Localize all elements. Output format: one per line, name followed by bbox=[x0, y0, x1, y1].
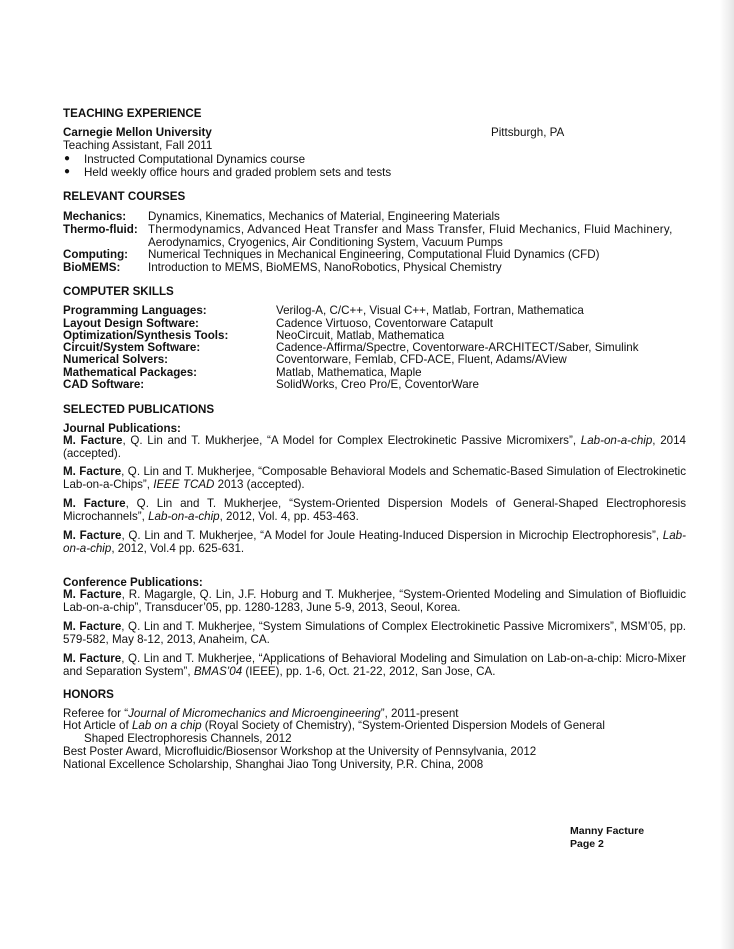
pub-text-end: , 2012, Vol.4 pp. 625-631. bbox=[111, 542, 245, 555]
honor-text-end: (Royal Society of Chemistry), “System-Oriented Dispersion Models of General bbox=[201, 719, 605, 732]
pub-text: , Q. Lin and T. Mukherjee, “Composable Behavioral Models and Schematic-Based Simulation of Electrokinetic Lab-on-a-Chips”, bbox=[63, 465, 686, 491]
page-edge-shadow bbox=[720, 0, 734, 949]
honor-italic: Journal of Micromechanics and Microengineering bbox=[128, 707, 381, 720]
teaching-org: Carnegie Mellon University bbox=[63, 126, 212, 139]
skill-label: CAD Software: bbox=[63, 378, 145, 391]
skill-label: Layout Design Software: bbox=[63, 317, 199, 330]
course-label: Thermo-fluid: bbox=[63, 223, 138, 236]
journal-entry bbox=[63, 497, 686, 523]
skill-label: Mathematical Packages: bbox=[63, 366, 198, 379]
skill-text: NeoCircuit, Matlab, Mathematica bbox=[276, 329, 445, 342]
courses-heading: RELEVANT COURSES bbox=[63, 190, 186, 203]
journal-entry bbox=[63, 529, 686, 555]
skills-heading: COMPUTER SKILLS bbox=[63, 285, 174, 298]
skill-text: Verilog-A, C/C++, Visual C++, Matlab, Fortran, Mathematica bbox=[276, 304, 584, 317]
pub-author: M. Facture bbox=[63, 465, 122, 478]
pub-text: , Q. Lin and T. Mukherjee, “Applications of Behavioral Modeling and Simulation on Lab-on-a-chip: Micro-Mixer and Separation System”, bbox=[63, 652, 686, 678]
honors-heading: HONORS bbox=[63, 688, 114, 701]
pub-text: , Q. Lin and T. Mukherjee, “A Model for Complex Electrokinetic Passive Micromixers”, bbox=[122, 434, 581, 447]
pub-author: M. Facture bbox=[63, 652, 122, 665]
course-text-cont: Aerodynamics, Cryogenics, Air Conditioning System, Vacuum Pumps bbox=[148, 236, 503, 249]
pub-venue: BMAS’04 bbox=[193, 665, 243, 678]
journal-entry bbox=[63, 465, 686, 491]
pub-text-end: (IEEE), pp. 1-6, Oct. 21-22, 2012, San Jose, CA. bbox=[242, 665, 496, 678]
publications-heading: SELECTED PUBLICATIONS bbox=[63, 403, 215, 416]
bullet-dot-icon: ● bbox=[64, 153, 71, 164]
conference-entry bbox=[63, 652, 686, 678]
honor-item: Best Poster Award, Microfluidic/Biosensor Workshop at the University of Pennsylvania, 2012 bbox=[63, 745, 537, 758]
skill-label: Programming Languages: bbox=[63, 304, 207, 317]
honor-text: Hot Article of bbox=[63, 719, 132, 732]
pub-venue: IEEE TCAD bbox=[153, 478, 215, 491]
honor-item bbox=[63, 719, 605, 732]
skill-text: Matlab, Mathematica, Maple bbox=[276, 366, 422, 379]
pub-text-end: , 2012, Vol. 4, pp. 453-463. bbox=[219, 510, 359, 523]
skill-label: Numerical Solvers: bbox=[63, 353, 169, 366]
footer-page: Page 2 bbox=[570, 838, 604, 850]
pub-author: M. Facture bbox=[63, 497, 126, 510]
pub-author: M. Facture bbox=[63, 620, 122, 633]
pub-author: M. Facture bbox=[63, 588, 122, 601]
pub-text-end: 2013 (accepted). bbox=[214, 478, 305, 491]
course-text: Numerical Techniques in Mechanical Engineering, Computational Fluid Dynamics (CFD) bbox=[148, 248, 600, 261]
pub-venue: Lab-on-a-chip bbox=[148, 510, 220, 523]
teaching-role: Teaching Assistant, Fall 2011 bbox=[63, 139, 213, 152]
journal-heading: Journal Publications: bbox=[63, 422, 181, 435]
pub-venue: Lab-on-a-chip bbox=[580, 434, 653, 447]
teaching-bullet: Instructed Computational Dynamics course bbox=[84, 153, 306, 166]
honor-italic: Lab on a chip bbox=[131, 719, 202, 732]
pub-author: M. Facture bbox=[63, 529, 122, 542]
honor-text: Referee for “ bbox=[63, 707, 129, 720]
footer-name: Manny Facture bbox=[570, 825, 645, 837]
pub-author: M. Facture bbox=[63, 434, 123, 447]
honor-item-cont: Shaped Electrophoresis Channels, 2012 bbox=[84, 732, 292, 745]
course-text: Dynamics, Kinematics, Mechanics of Material, Engineering Materials bbox=[148, 210, 500, 223]
honor-item: National Excellence Scholarship, Shanghai Jiao Tong University, P.R. China, 2008 bbox=[63, 758, 484, 771]
journal-entry bbox=[63, 434, 686, 460]
skill-text: SolidWorks, Creo Pro/E, CoventorWare bbox=[276, 378, 479, 391]
course-label: Mechanics: bbox=[63, 210, 127, 223]
conference-entry bbox=[63, 588, 686, 614]
course-label: Computing: bbox=[63, 248, 129, 261]
skill-text: Cadence Virtuoso, Coventorware Catapult bbox=[276, 317, 493, 330]
teaching-location: Pittsburgh, PA bbox=[491, 126, 565, 139]
bullet-dot-icon: ● bbox=[64, 166, 71, 177]
skill-label: Circuit/System Software: bbox=[63, 341, 201, 354]
conference-entry bbox=[63, 620, 686, 646]
skill-text: Cadence-Affirma/Spectre, Coventorware-ARCHITECT/Saber, Simulink bbox=[276, 341, 639, 354]
teaching-heading: TEACHING EXPERIENCE bbox=[63, 107, 202, 120]
pub-text: , R. Magargle, Q. Lin, J.F. Hoburg and T. Mukherjee, “System-Oriented Modeling and Simulation of Biofluidic Lab-on-a-chip”, Transducer’05, pp. 1280-1283, June 5-9, 2013, Seoul, Korea. bbox=[63, 588, 686, 614]
skill-label: Optimization/Synthesis Tools: bbox=[63, 329, 229, 342]
honor-text-end: ”, 2011-present bbox=[380, 707, 459, 720]
course-text: Introduction to MEMS, BioMEMS, NanoRobotics, Physical Chemistry bbox=[148, 261, 502, 274]
pub-text-end: , 2014 (accepted). bbox=[63, 434, 686, 460]
course-label: BioMEMS: bbox=[63, 261, 121, 274]
teaching-bullet: Held weekly office hours and graded problem sets and tests bbox=[84, 166, 392, 179]
conference-heading: Conference Publications: bbox=[63, 576, 203, 589]
pub-text: , Q. Lin and T. Mukherjee, “System-Oriented Dispersion Models of General-Shaped Electrophoresis Microchannels”, bbox=[63, 497, 686, 523]
pub-venue: Lab-on-a-chip bbox=[63, 529, 686, 555]
pub-text: , Q. Lin and T. Mukherjee, “A Model for Joule Heating-Induced Dispersion in Microchip Electrophoresis”, bbox=[121, 529, 663, 542]
pub-text: , Q. Lin and T. Mukherjee, “System Simulations of Complex Electrokinetic Passive Micromixers”, MSM’05, pp. 579-582, May 8-12, 2013, Anaheim, CA. bbox=[63, 620, 687, 646]
skill-text: Coventorware, Femlab, CFD-ACE, Fluent, Adams/AView bbox=[276, 353, 567, 366]
course-text: Thermodynamics, Advanced Heat Transfer and Mass Transfer, Fluid Mechanics, Fluid Machinery, bbox=[148, 223, 673, 236]
